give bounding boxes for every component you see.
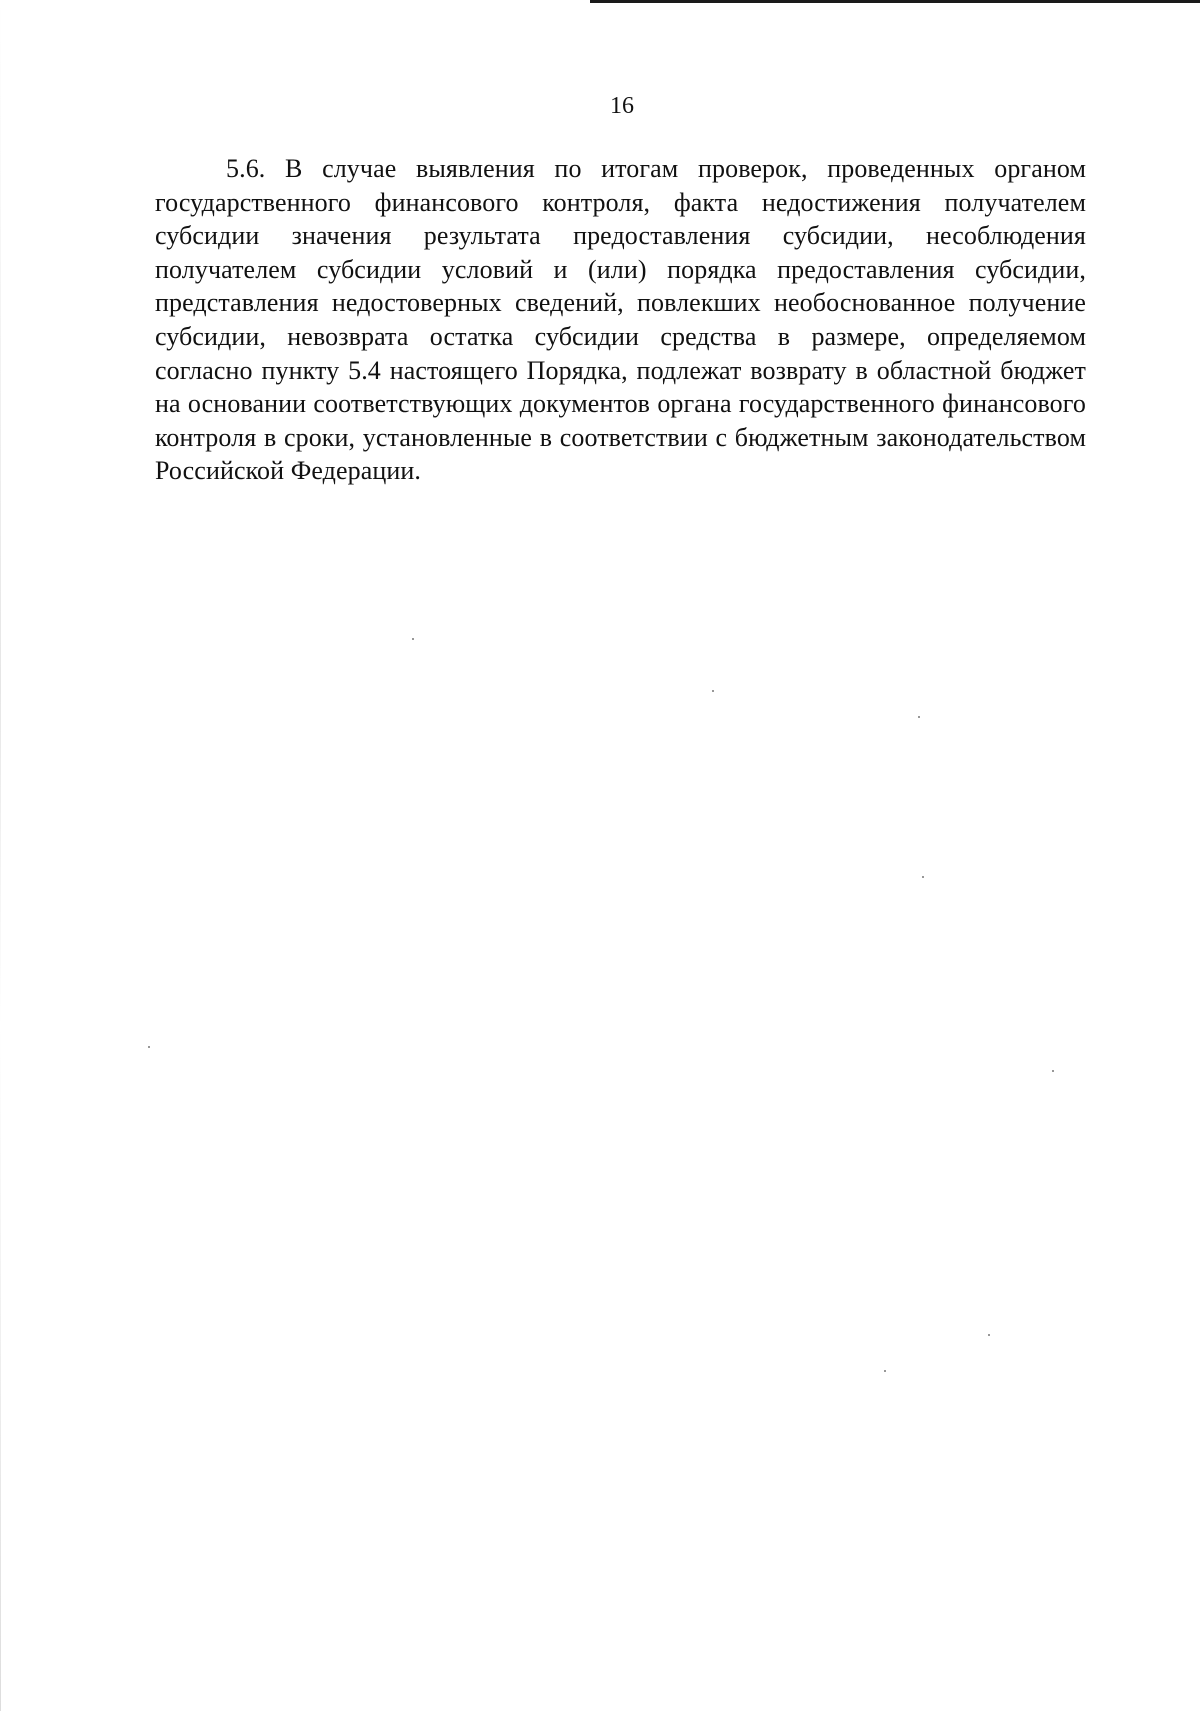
scan-speck [148,1046,150,1048]
scan-speck [412,638,414,640]
scan-edge-line [590,0,1200,3]
scan-speck [988,1334,990,1336]
page-number: 16 [610,93,634,119]
scan-speck [922,876,924,878]
scan-speck [712,690,714,692]
scan-speck [884,1370,886,1372]
paragraph-5-6: 5.6. В случае выявления по итогам проверок, проведенных органом государственного финансового контроля, факта недостижения получателем субсидии значения результата предоставления субсидии, несоблюдения получателем субсидии условий и (или) порядка предоставления субсидии, представления недостоверных сведений, повлекших необоснованное получение субсидии, невозврата остатка субсидии средства в размере, определяемом согласно пункту 5.4 настоящего Порядка, подлежат возврату в областной бюджет на основании соответствующих документов органа государственного финансового контроля в сроки, установленные в соответствии с бюджетным законодательством Российской Федерации. [155,154,1086,486]
scan-speck [1052,1070,1054,1072]
scan-left-edge [0,0,1,1711]
scan-speck [918,716,920,718]
